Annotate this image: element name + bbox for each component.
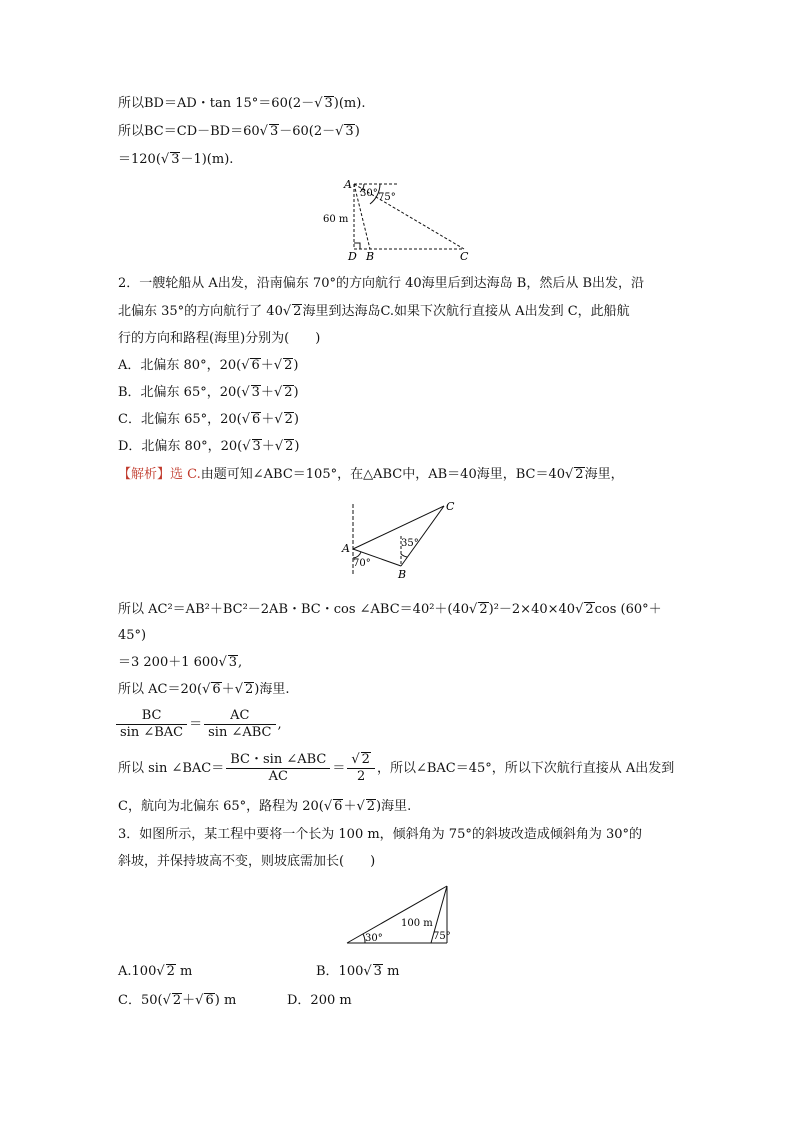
segment-ac <box>353 506 444 549</box>
equals: ＝ <box>189 717 203 732</box>
label-c: C <box>446 500 455 513</box>
text: ＋ <box>260 358 274 373</box>
radicand: 6 <box>212 682 221 697</box>
label-length: 100 m <box>401 918 433 929</box>
text: 所以BC＝CD－BD＝60 <box>118 124 260 139</box>
text: －1)(m). <box>180 152 234 167</box>
numerator <box>347 752 375 769</box>
q3-option-c[interactable] <box>118 992 236 1010</box>
radical-sign: √ <box>273 385 283 400</box>
radical-sign: √ <box>274 439 284 454</box>
text: 所以 AC＝20( <box>118 682 203 697</box>
radical-sign: √ <box>241 412 251 427</box>
label-angle-70: 70° <box>353 558 371 569</box>
text: m <box>175 964 193 979</box>
radicand: 2 <box>585 602 594 617</box>
solution-line-bc <box>118 123 360 141</box>
text: cos (60°＋ <box>594 602 662 617</box>
text: C．50( <box>118 993 163 1008</box>
radicand: 2 <box>244 682 254 697</box>
text: )(m). <box>333 96 366 111</box>
radicand: 2 <box>285 439 294 454</box>
radical-sign: √ <box>356 799 365 814</box>
radical-sign: √ <box>273 358 283 373</box>
question-2-line-3: 行的方向和路程(海里)分别为( ) <box>118 331 321 346</box>
radical-sign: √ <box>259 124 268 139</box>
radical-sign: √ <box>195 993 204 1008</box>
radicand: 3 <box>228 655 238 670</box>
label-b: B <box>398 568 407 581</box>
radicand: 3 <box>252 439 261 454</box>
label-length: 60 m <box>323 214 349 225</box>
text: ＋ <box>261 439 275 454</box>
figure-slope <box>343 882 455 946</box>
text: B．北偏东 65°，20( <box>118 385 242 400</box>
radical-sign: √ <box>575 602 584 617</box>
label-b: B <box>366 250 375 262</box>
text: , <box>277 717 282 732</box>
radicand: 3 <box>324 96 333 111</box>
solution-line-bd <box>118 95 365 113</box>
fraction <box>116 708 187 741</box>
radicand: 2 <box>172 993 182 1008</box>
radicand: 2 <box>479 602 488 617</box>
text: 海里， <box>584 467 624 482</box>
sine-law-equation <box>114 708 282 741</box>
text: B．100 <box>316 964 364 979</box>
option-b[interactable] <box>118 384 299 402</box>
text: m <box>382 964 400 979</box>
radicand: 6 <box>334 799 343 814</box>
denominator: sin ∠ABC <box>208 725 272 740</box>
analysis-choice: 选 C. <box>170 467 201 482</box>
label-a: A <box>342 542 350 555</box>
option-c[interactable] <box>118 411 299 429</box>
radicand: 3 <box>345 124 354 139</box>
question-3-line-2: 斜坡，并保持坡高不变，则坡底需加长( ) <box>118 854 376 869</box>
text: A.100 <box>118 964 157 979</box>
analysis-tag: 【解析】 <box>118 467 171 482</box>
radical-sign: √ <box>242 439 251 454</box>
radical-sign: √ <box>363 964 372 979</box>
label-angle-30: 30° <box>360 188 378 199</box>
segment-bc <box>401 506 444 566</box>
text: ＋ <box>343 799 357 814</box>
arc-35 <box>401 554 407 557</box>
label-angle-75: 75° <box>433 931 451 942</box>
solution-2-line-3 <box>118 654 242 672</box>
label-c: C <box>460 250 469 262</box>
text: C．北偏东 65°，20( <box>118 412 242 427</box>
option-d[interactable] <box>118 438 299 456</box>
numerator: AC <box>204 708 275 725</box>
text: ) <box>293 412 299 427</box>
option-a[interactable] <box>118 357 298 375</box>
fraction <box>204 708 275 741</box>
text: ) <box>293 358 299 373</box>
radical-sign: √ <box>160 152 170 167</box>
question-2-line-2 <box>118 303 630 321</box>
solution-line-result <box>118 151 233 169</box>
label-angle-75: 75° <box>378 192 396 203</box>
text: 海里到达海岛C.如果下次航行直接从 A出发到 C，此船航 <box>302 304 630 319</box>
figure-ship-route <box>336 496 466 584</box>
radical-sign: √ <box>218 655 227 670</box>
radical-sign: √ <box>241 385 250 400</box>
text: 所以BD＝AD・tan 15°＝60(2－ <box>118 96 315 111</box>
label-angle-35: 35° <box>401 538 419 549</box>
q3-option-b[interactable] <box>316 963 399 981</box>
radical-sign: √ <box>282 304 292 319</box>
radical-sign: √ <box>314 96 323 111</box>
text: ＋ <box>182 993 196 1008</box>
text: )海里. <box>254 682 290 697</box>
radical-sign: √ <box>234 682 243 697</box>
numerator: BC <box>116 708 187 725</box>
text: ) <box>354 124 360 139</box>
radicand: 2 <box>293 304 302 319</box>
text: )海里. <box>376 799 412 814</box>
text: 北偏东 35°的方向航行了 40 <box>118 304 283 319</box>
radicand: 6 <box>205 993 214 1008</box>
radical-sign: √ <box>202 682 211 697</box>
text: －60(2－ <box>279 124 336 139</box>
question-3-line-1: 3．如图所示，某工程中要将一个长为 100 m，倾斜角为 75°的斜坡改造成倾斜角为 30°的 <box>118 827 643 842</box>
text: ＋ <box>260 385 274 400</box>
text: ＋ <box>261 412 275 427</box>
text: D．北偏东 80°，20( <box>118 439 243 454</box>
solution-2-line-4 <box>118 681 289 699</box>
radicand: 3 <box>251 385 260 400</box>
q3-option-d[interactable]: D．200 m <box>287 993 352 1008</box>
radicand: 2 <box>284 385 293 400</box>
fraction <box>347 752 375 785</box>
radical-sign: √ <box>469 602 478 617</box>
right-angle-mark <box>354 243 360 249</box>
solution-2-line-7 <box>118 798 411 816</box>
text: 由题可知∠ABC＝105°，在△ABC中，AB＝40海里，BC＝40 <box>200 467 565 482</box>
solution-2-line-1 <box>118 601 662 619</box>
radical-sign: √ <box>323 799 333 814</box>
denominator: AC <box>268 769 288 784</box>
text: C，航向为北偏东 65°，路程为 20( <box>118 799 324 814</box>
text: A．北偏东 80°，20( <box>118 358 242 373</box>
q3-option-a[interactable] <box>118 963 192 981</box>
label-angle-30: 30° <box>365 933 383 944</box>
text: ＝120( <box>118 152 161 167</box>
text: , <box>238 655 243 670</box>
radical-sign: √ <box>351 752 360 767</box>
solution-2-line-6 <box>118 752 674 785</box>
radicand: 2 <box>575 467 584 482</box>
radicand: 6 <box>252 412 261 427</box>
equals: ＝ <box>332 761 346 776</box>
radicand: 6 <box>251 358 260 373</box>
fraction <box>226 752 330 785</box>
radicand: 3 <box>171 152 180 167</box>
text: ) <box>294 439 300 454</box>
text: ) m <box>214 993 237 1008</box>
numerator: BC・sin ∠ABC <box>226 752 330 769</box>
radicand: 3 <box>269 124 279 139</box>
radicand: 2 <box>284 358 293 373</box>
text: ) <box>293 385 299 400</box>
new-slope <box>347 886 447 943</box>
radical-sign: √ <box>565 467 574 482</box>
radicand: 2 <box>284 412 293 427</box>
text: ＝3 200＋1 600 <box>118 655 219 670</box>
label-d: D <box>348 250 357 262</box>
label-a: A <box>344 178 352 191</box>
radicand: 2 <box>361 752 370 767</box>
radicand: 3 <box>373 964 382 979</box>
text: )²－2×40×40 <box>488 602 576 617</box>
denominator: sin ∠BAC <box>120 725 184 740</box>
solution-2-line-2: 45°) <box>118 628 147 643</box>
text: 所以 sin ∠BAC＝ <box>118 761 225 776</box>
denominator: 2 <box>357 769 366 784</box>
analysis-line <box>118 466 624 484</box>
text: ＋ <box>221 682 235 697</box>
text: 所以 AC²＝AB²＋BC²－2AB・BC・cos ∠ABC＝40²＋(40 <box>118 602 470 617</box>
radicand: 2 <box>366 799 376 814</box>
radical-sign: √ <box>241 358 250 373</box>
question-2-line-1: 2．一艘轮船从 A出发，沿南偏东 70°的方向航行 40海里后到达海岛 B，然后从 B出发，沿 <box>118 276 645 291</box>
radical-sign: √ <box>335 124 344 139</box>
radical-sign: √ <box>274 412 283 427</box>
radical-sign: √ <box>156 964 165 979</box>
radicand: 2 <box>166 964 175 979</box>
text: ，所以∠BAC＝45°，所以下次航行直接从 A出发到 <box>376 761 675 776</box>
figure-tower-triangle <box>318 176 478 262</box>
radical-sign: √ <box>162 993 171 1008</box>
